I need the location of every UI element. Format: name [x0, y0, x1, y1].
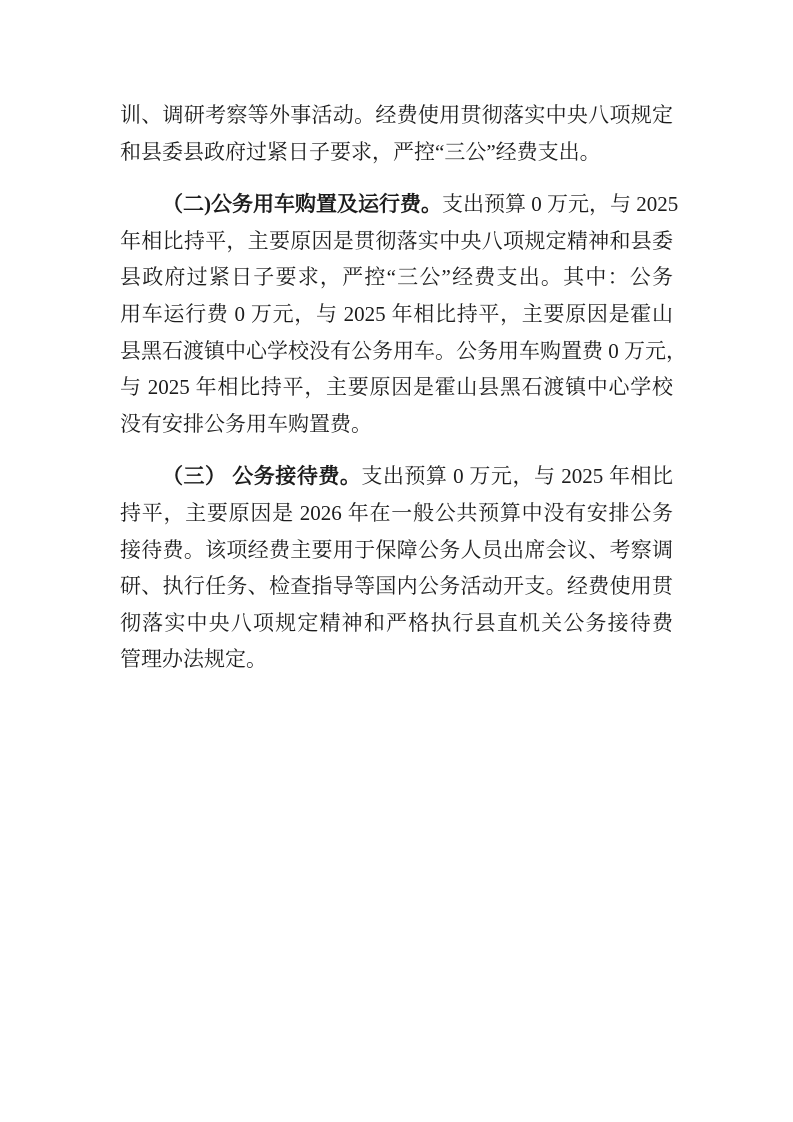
- text-line: [120, 134, 673, 171]
- para-official-vehicle-purchase-operation: [120, 186, 687, 442]
- text-line: [120, 495, 673, 532]
- text-line: [120, 532, 673, 569]
- text-line: [120, 369, 673, 406]
- paragraph-text: 持平，主要原因是 2026 年在一般公共预算中没有安排公务: [120, 500, 673, 525]
- text-line: [120, 605, 673, 642]
- text-line: [120, 223, 673, 260]
- paragraph-text: 研、执行任务、检查指导等国内公务活动开支。经费使用贯: [120, 574, 673, 599]
- paragraph-text: 训、调研考察等外事活动。经费使用贯彻落实中央八项规定: [120, 103, 673, 127]
- text-line: [120, 296, 673, 333]
- paragraph-text: 与 2025 年相比持平，主要原因是霍山县黑石渡镇中心学校: [120, 375, 673, 400]
- text-line: [120, 641, 673, 678]
- para-official-reception-fee: [120, 458, 673, 678]
- text-line: [120, 186, 679, 223]
- text-line: [120, 333, 687, 370]
- paragraph-text: 没有安排公务用车购置费。: [120, 411, 372, 436]
- section-heading: （三） 公务接待费。: [162, 464, 362, 489]
- text-line: [120, 568, 673, 605]
- document-body: [120, 97, 687, 694]
- text-line: [120, 458, 673, 495]
- paragraph-text: 支出预算 0 万元，与 2025: [442, 192, 679, 217]
- paragraph-text: 用车运行费 0 万元，与 2025 年相比持平，主要原因是霍山: [120, 301, 673, 326]
- paragraph-text: 彻落实中央八项规定精神和严格执行县直机关公务接待费: [120, 610, 673, 635]
- text-line: [120, 259, 673, 296]
- section-heading: （二)公务用车购置及运行费。: [162, 192, 442, 217]
- paragraph-text: 管理办法规定。: [120, 647, 267, 672]
- paragraph-text: 年相比持平，主要原因是贯彻落实中央八项规定精神和县委: [120, 228, 673, 253]
- paragraph-text: 县政府过紧日子要求，严控“三公”经费支出。其中：公务: [120, 265, 673, 290]
- paragraph-text: 县黑石渡镇中心学校没有公务用车。公务用车购置费 0 万元，: [120, 338, 687, 363]
- paragraph-text: 支出预算 0 万元，与 2025 年相比: [361, 464, 674, 489]
- text-line: [120, 97, 673, 134]
- text-line: [120, 406, 673, 443]
- paragraph-text: 接待费。该项经费主要用于保障公务人员出席会议、考察调: [120, 537, 673, 562]
- paragraph-text: 和县委县政府过紧日子要求，严控“三公”经费支出。: [120, 139, 601, 164]
- para-training-inspection-continuation: [120, 97, 673, 170]
